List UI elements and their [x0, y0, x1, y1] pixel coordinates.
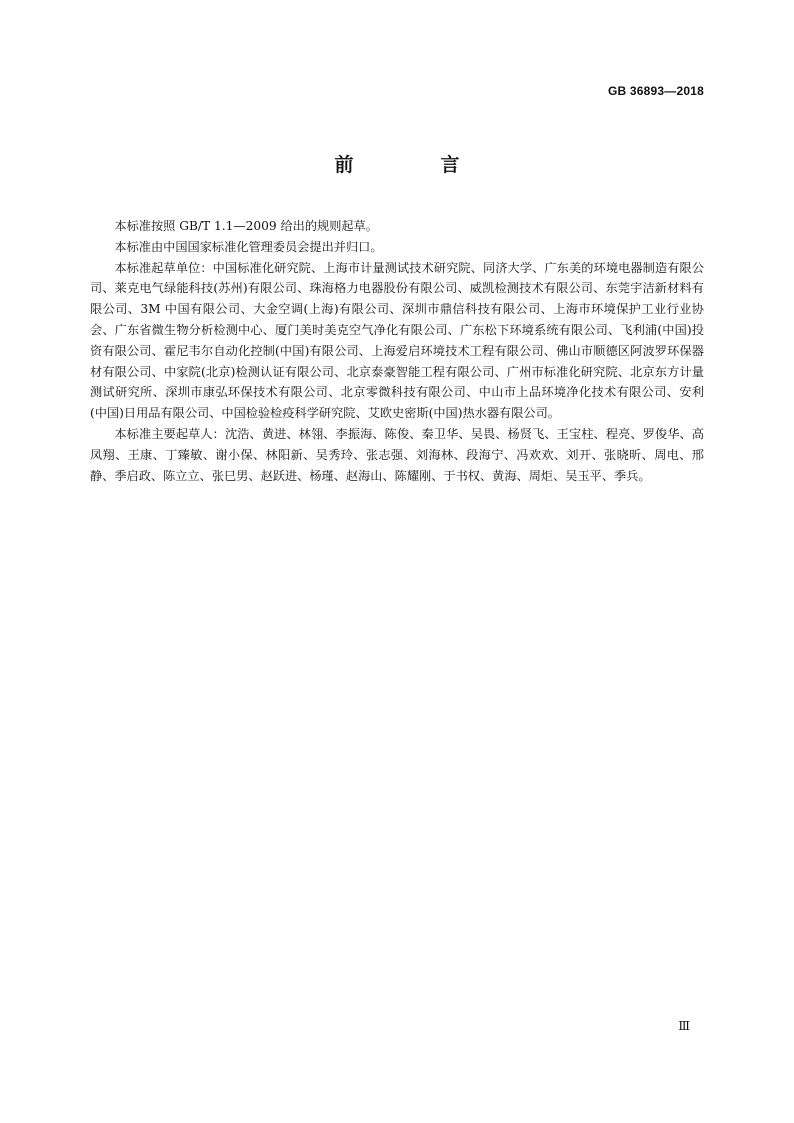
- paragraph-drafting-rules: 本标准按照 GB/T 1.1—2009 给出的规则起草。: [114, 219, 378, 233]
- foreword-body: [90, 216, 704, 486]
- page-number: Ⅲ: [678, 1019, 690, 1033]
- paragraph-drafting-units: 本标准起草单位：中国标准化研究院、上海市计量测试技术研究院、同济大学、广东美的环境电器制造有限公司、莱克电气绿能科技(苏州)有限公司、珠海格力电器股份有限公司、威凯检测技术有限公司、东莞宇洁新材料有限公司、3M 中国有限公司、大金空调(上海)有限公司、深圳市鼎信科技有限公司、上海市环境保护工业行业协会、广东省微生物分析检测中心、厦门美时美克空气净化有限公司、广东松下环境系统有限公司、飞利浦(中国)投资有限公司、霍尼韦尔自动化控制(中国)有限公司、上海爱启环境技术工程有限公司、佛山市顺德区阿波罗环保器材有限公司、中家院(北京)检测认证有限公司、北京泰豪智能工程有限公司、广州市标准化研究院、北京东方计量测试研究所、深圳市康弘环保技术有限公司、北京零微科技有限公司、中山市上品环境净化技术有限公司、安利(中国)日用品有限公司、中国检验检疫科学研究院、艾欧史密斯(中国)热水器有限公司。: [90, 260, 704, 421]
- paragraph-drafters: 本标准主要起草人：沈浩、黄进、林翎、李振海、陈俊、秦卫华、吴畏、杨贤飞、王宝柱、程亮、罗俊华、高凤翔、王康、丁臻敏、谢小保、林阳新、吴秀玲、张志强、刘海林、段海宁、冯欢欢、刘开、张晓昕、周电、邢静、季启政、陈立立、张巳男、赵跃进、杨瑾、赵海山、陈耀刚、于书权、黄海、周炬、吴玉平、季兵。: [90, 426, 704, 483]
- page-title: 前 言: [334, 154, 494, 176]
- standard-code: GB 36893—2018: [608, 84, 704, 98]
- paragraph-proposer: 本标准由中国国家标准化管理委员会提出并归口。: [114, 239, 383, 254]
